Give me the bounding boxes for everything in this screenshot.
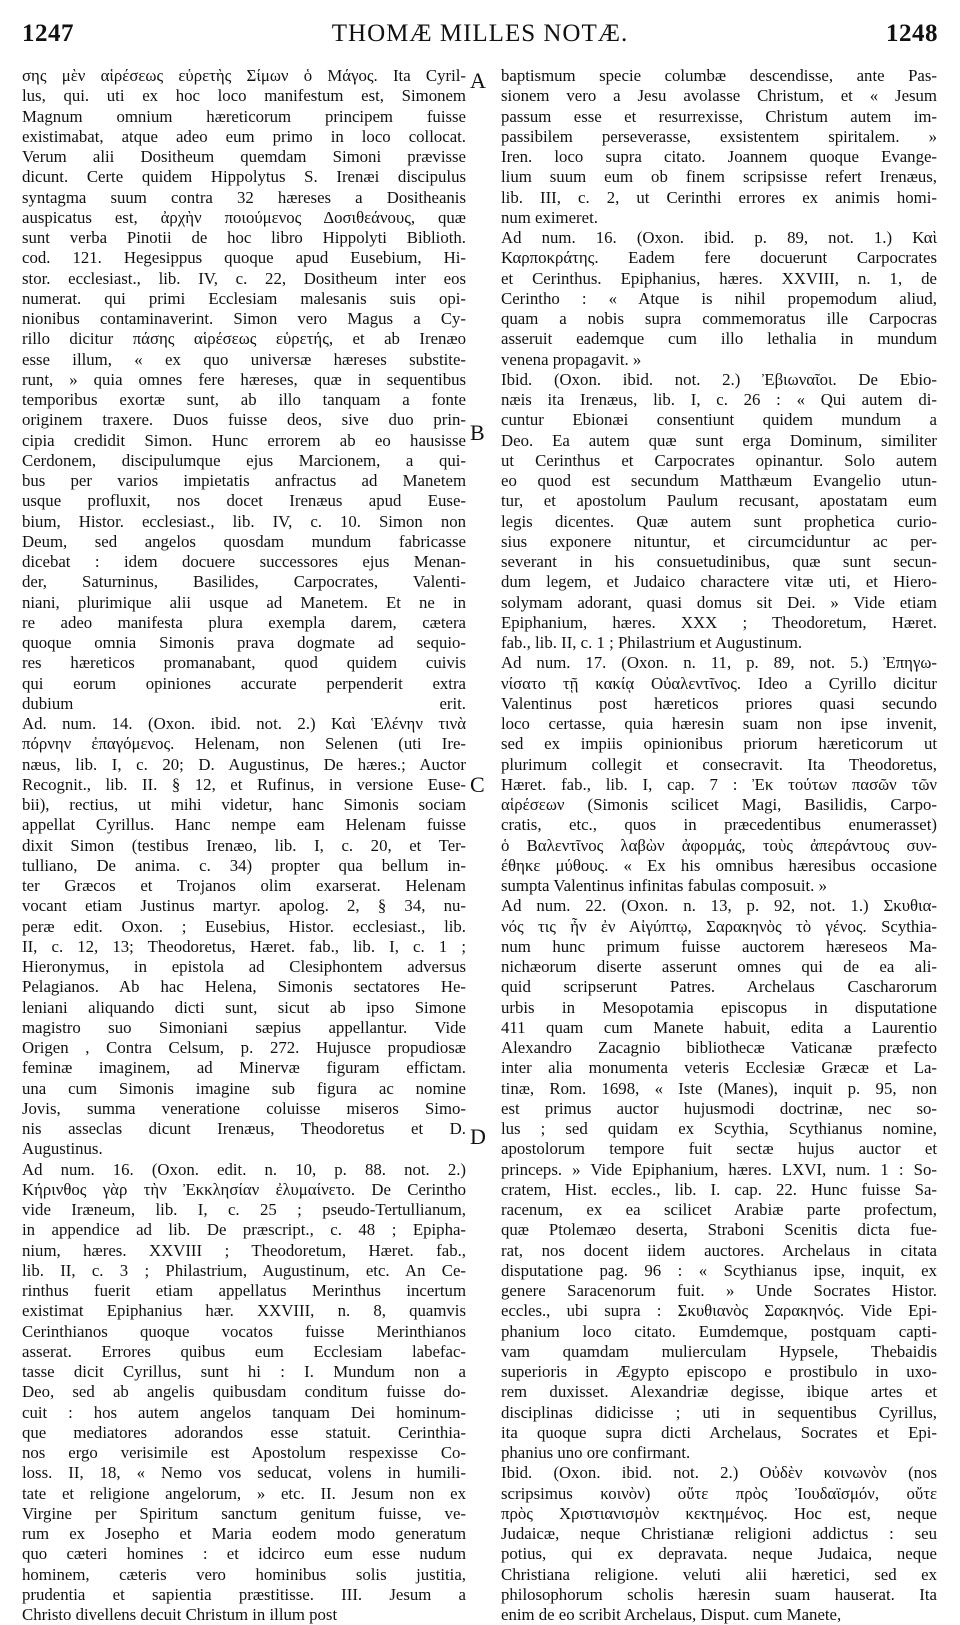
text-line: Recognit., lib. II. § 12, et Rufinus, in versione Euse-	[22, 774, 466, 794]
text-line: phanius uno ore confirmant.	[501, 1443, 691, 1462]
text-line: asseruit eademque cum illo lethalia in mundum	[501, 329, 937, 349]
margin-letter-d: D	[470, 1124, 486, 1149]
text-line: superioris in Ægypto episcopo e prostibulo in uxo-	[501, 1362, 937, 1381]
text-line: nium, hæres. XXVIII ; Theodoretum, Hæret. fab.,	[22, 1240, 466, 1260]
text-line: sionem vero a Jesu avolasse Christum, et « Jesum	[501, 86, 937, 106]
text-line: severant in his consuetudinibus, quæ sunt secun-	[501, 552, 937, 571]
text-line: vocant etiam Justinus martyr. apolog. 2, § 34, nu-	[22, 896, 466, 916]
page-header	[22, 20, 938, 56]
text-line: Valentinus post hæreticos priores quasi secundo	[501, 693, 937, 713]
margin-letter-b: B	[470, 420, 485, 445]
text-line: eccles., ubi supra : Σκυθιανὸς Σαρακηνός. Vide Epi-	[501, 1301, 937, 1321]
text-line: Deum, sed angelos quosdam mundum fabricasse	[22, 531, 466, 551]
text-line: bii), rectius, ut mihi videtur, hanc Simonis sociam	[22, 795, 466, 814]
text-line: sius exponere nituntur, et circumciduntur ac per-	[501, 531, 937, 551]
text-line: phanium loco citato. Eumdemque, postquam capti-	[501, 1321, 937, 1341]
text-line: disputatione pag. 96 : « Scythianus ipse, inquit, ex	[501, 1260, 937, 1280]
left-page-number: 1247	[22, 20, 74, 47]
text-line: dicebat : idem docuere successores ejus Menan-	[22, 552, 466, 571]
text-line: έθηκε μύθους. « Ex his omnibus hæresibus occasione	[501, 855, 937, 875]
text-line: lib. III, c. 2, ut Cerinthi errores ex animis homi-	[501, 187, 937, 207]
text-line: scripsimus κοινὸν) οὔτε πρὸς Ἰουδαϊσμόν, οὔτε	[501, 1483, 937, 1503]
text-line: rat, nos docent iidem auctores. Archelaus in citata	[501, 1240, 937, 1260]
text-line: Cerintho : « Atque is nihil propemodum aliud,	[501, 288, 937, 308]
text-line: cuntur Ebionæi consentiunt quidem mundum a	[501, 410, 937, 430]
text-line: racenum, ex ea scilicet Arabiæ parte profectum,	[501, 1200, 937, 1219]
text-line: tasse dicit Cyrillus, sunt hi : I. Mundum non a	[22, 1362, 466, 1381]
text-line: Ad num. 22. (Oxon. n. 13, p. 92, not. 1.) Σκυθια-	[501, 896, 937, 916]
text-line: num hunc primum fuisse auctorem hæreseos Ma-	[501, 936, 937, 956]
text-line: passum esse et resurrexisse, Christum autem im-	[501, 106, 937, 126]
text-line: Κήρινθος γὰρ τὴν Ἐκκλησίαν ἐλυμαίνετο. De Cerintho	[22, 1179, 466, 1199]
text-line: rum ex Josepho et Maria eodem modo generatum	[22, 1524, 466, 1543]
text-line: existimat Epiphanius hær. XXVIII, n. 8, quamvis	[22, 1301, 466, 1321]
text-line: originem traxere. Duos fuisse deos, sive duo prin-	[22, 410, 466, 430]
text-line: magistro suo Simoniani sæpius appellantur. Vide	[22, 1017, 466, 1037]
text-line: ὁ Βαλεντῖνος λαβὼν ἀφορμάς, τοὺς ἀπεράντους συν-	[501, 835, 937, 855]
text-line: nichæorum diserte asserunt omnes qui de ea ali-	[501, 957, 937, 976]
text-line: runt, » quia omnes fere hæreses, quæ in sequentibus	[22, 369, 466, 389]
text-line: fab., lib. II, c. 1 ; Philastrium et Augustinum.	[501, 633, 803, 652]
text-line: tinæ, Rom. 1698, « Iste (Manes), inquit p. 95, non	[501, 1078, 937, 1098]
text-line: Alexandro Zacagnio bibliothecæ Vaticanæ præfecto	[501, 1038, 937, 1057]
text-line: Cerinthianos quoque vocatos fuisse Merinthianos	[22, 1321, 466, 1341]
text-line: πρὸς Χριστιανισμὸν κεκτημένος. Hoc est, neque	[501, 1503, 937, 1523]
text-line: genere Saracenorum fuit. » Unde Socrates Histor.	[501, 1281, 937, 1300]
text-line: dixit Simon (testibus Irenæo, lib. I, c. 20, et Ter-	[22, 835, 466, 855]
text-line: loss. II, 18, « Nemo vos seducat, volens in humili-	[22, 1463, 466, 1483]
text-line: lium suum eum ob finem scripsisse refert Irenæus,	[501, 167, 937, 187]
text-line: prudentia et sapientia præstitisse. III. Jesum a	[22, 1584, 466, 1604]
text-line: auspicatus est, ἀρχὴν ποιούμενος Δοσιθεάνους, quæ	[22, 207, 466, 227]
text-line: næus, lib. I, c. 20; D. Augustinus, De hæres.; Auctor	[22, 754, 466, 774]
margin-letter-c: C	[470, 772, 485, 797]
text-line: venena propagavit. »	[501, 349, 642, 369]
text-line: rillo dicitur πάσης αἱρέσεως εὑρετής, et ab Irenæo	[22, 329, 466, 349]
text-line: πόρνην ἐπαγόμενος. Helenam, non Selenen (uti Ire-	[22, 734, 466, 754]
text-line: Christiana religione. veluti alii hæretici, sed ex	[501, 1564, 937, 1584]
text-line: hominem, cæteris vero hominibus solis justitia,	[22, 1564, 466, 1584]
margin-letter-a: A	[470, 68, 486, 93]
text-line: est primus auctor hujusmodi doctrinæ, nec so-	[501, 1098, 937, 1118]
text-line: quoque omnia Simonis prava dogmate ad sequio-	[22, 633, 466, 652]
text-line: quo cæteri homines : et idcirco eum esse nudum	[22, 1544, 466, 1564]
text-line: urbis in Mesopotamia episcopus in disputatione	[501, 997, 937, 1017]
text-line: nionibus contaminaverint. Simon vero Magus a Cy-	[22, 309, 466, 328]
text-line: que mediatores adorandos esse statuit. Cerinthia-	[22, 1422, 466, 1442]
text-line: Ibid. (Oxon. ibid. not. 2.) Οὐδὲν κοινωνὸν (nos	[501, 1463, 937, 1483]
text-line: una cum Simonis imagine sub figura ac nomine	[22, 1078, 466, 1098]
text-line: Christo divellens decuit Christum in illum post	[22, 1605, 338, 1624]
text-line: inter alia monumenta veteris Ecclesiæ Græcæ et La-	[501, 1058, 937, 1078]
text-line: leniani aliquando dicti sunt, sicut ab ipso Simone	[22, 997, 466, 1017]
text-line: ut Cerinthus et Carpocrates opinantur. Solo autem	[501, 450, 937, 470]
text-line: Hieronymus, in epistola ad Clesiphontem adversus	[22, 957, 466, 976]
text-line: lus, qui. uti ex hoc loco manifestum est, Simonem	[22, 86, 466, 106]
text-line: Epiphanium, hæres. XXX ; Theodoretum, Hæret.	[501, 612, 937, 632]
text-line: eo quod est secundum Matthæum Evangelio utun-	[501, 471, 937, 490]
text-line: enim de eo scribit Archelaus, Disput. cum Manete,	[501, 1605, 842, 1624]
text-line: ter Græcos et Trojanos olim exarserat. Helenam	[22, 876, 466, 895]
text-line: dicunt. Certe quidem Hippolytus S. Irenæi discipulus	[22, 167, 466, 187]
text-line: vam quamdam mulierculam Hypsele, Thebaidis	[501, 1341, 937, 1361]
text-line: 411 quam cum Manete habuit, edita a Laurentio	[501, 1017, 937, 1037]
text-line: peræ edit. Oxon. ; Eusebius, Histor. ecclesiast., lib.	[22, 916, 466, 936]
text-line: plurimum collegit et consecravit. Ita Theodoretus,	[501, 754, 937, 774]
text-line: Iren. loco supra citato. Joannem quoque Evange-	[501, 147, 937, 166]
right-column	[501, 66, 937, 1625]
text-line: cuit : hos autem angelos tanquam Dei hominum-	[22, 1402, 466, 1422]
text-line: quid scripserunt Patres. Archelaus Cascharorum	[501, 977, 937, 997]
text-line: quam a nobis supra commemoratus ille Carpocras	[501, 309, 937, 328]
text-line: Ad num. 16. (Oxon. ibid. p. 89, not. 1.) Καὶ	[501, 228, 937, 247]
text-line: sunt verba Pinotii de hoc libro Hippolyti Biblioth.	[22, 228, 466, 247]
text-line: qui eorum opiniones accurate perpenderit extra	[22, 673, 466, 693]
text-line: solymam adorant, quasi domus sit Dei. » Vide etiam	[501, 592, 937, 612]
text-line: næis ita Irenæus, lib. I, c. 26 : « Qui autem di-	[501, 390, 937, 409]
text-line: νός τις ἦν ἐν Αἰγύπτῳ, Σαρακηνὸς τὸ γένος. Scythia-	[501, 916, 937, 936]
text-line: lus ; sed quidam ex Scythia, Scythianus nomine,	[501, 1119, 937, 1138]
text-line: dubium erit.	[22, 693, 466, 713]
text-line: Pelagianos. Ab hac Helena, Simonis sectatores He-	[22, 977, 466, 997]
text-line: numerat. qui primi Ecclesiam malesanis suis opi-	[22, 288, 466, 308]
text-line: Hæret. fab., lib. I, cap. 7 : Ἐκ τούτων πασῶν τῶν	[501, 774, 937, 794]
text-line: cratem, Hist. eccles., lib. I. cap. 22. Hunc fuisse Sa-	[501, 1179, 937, 1199]
text-line: rinthus fuerit etiam appellatus Merinthus incertum	[22, 1281, 466, 1300]
text-line: feminæ imaginem, ad Minervæ figuram effictam.	[22, 1058, 466, 1078]
text-line: II, c. 12, 13; Theodoretus, Hæret. fab., lib. I, c. 1 ;	[22, 936, 466, 956]
text-line: Ad num. 17. (Oxon. n. 11, p. 89, not. 5.) Ἐπηγω-	[501, 653, 937, 673]
running-title: THOMÆ MILLES NOTÆ.	[331, 20, 629, 47]
text-line: baptismum specie columbæ descendisse, ante Pas-	[501, 66, 937, 85]
text-line: dum legem, et Judaico charactere vitæ uti, et Hiero-	[501, 572, 937, 592]
text-line: existimabat, atque adeo eum primo in loco collocat.	[22, 126, 466, 146]
text-line: lib. II, c. 3 ; Philastrium, Augustinum, etc. An Ce-	[22, 1260, 466, 1280]
text-line: nos ergo verisimile est Apostolum respexisse Co-	[22, 1443, 466, 1462]
text-line: Deo. Ea autem quæ sunt erga Dominum, similiter	[501, 430, 937, 450]
text-line: Ad num. 16. (Oxon. edit. n. 10, p. 88. not. 2.)	[22, 1159, 466, 1179]
text-line: Jovis, summa veneratione coluisse miseros Simo-	[22, 1098, 466, 1118]
text-line: niani, plurimique alii usque ad Manetem. Et ne in	[22, 592, 466, 612]
text-line: Virgine per Spiritum sanctum genitum fuisse, ve-	[22, 1503, 466, 1523]
text-line: Origen , Contra Celsum, p. 272. Hujusce propudiosæ	[22, 1038, 466, 1057]
left-column	[22, 66, 466, 1625]
text-line: σης μὲν αἱρέσεως εὑρετὴς Σίμων ὁ Μάγος. Ita Cyril-	[22, 66, 466, 85]
text-line: Verum alii Dositheum quemdam Simoni prævisse	[22, 147, 466, 166]
text-line: legis dicentes. Quæ autem sunt prophetica curio-	[501, 511, 937, 531]
text-line: vide Iræneum, lib. I, c. 25 ; pseudo-Tertullianum,	[22, 1200, 466, 1219]
text-line: rem duxisset. Alexandriæ degisse, ibique artes et	[501, 1382, 937, 1402]
text-line: num eximeret.	[501, 207, 598, 227]
text-line: ita quoque supra dicti Archelaus, Socrates et Epi-	[501, 1422, 937, 1442]
text-line: res hæreticos promanabant, quod quidem cuivis	[22, 653, 466, 673]
text-line: appellat Cyrillus. Hanc nempe eam Helenam fuisse	[22, 815, 466, 835]
text-line: in appendice ad lib. De præscript., c. 48 ; Epipha-	[22, 1220, 466, 1240]
text-line: passibilem perseverasse, exsistentem spiritalem. »	[501, 126, 937, 146]
text-line: asserat. Errores quibus eum Ecclesiam labefac-	[22, 1341, 466, 1361]
text-line: usque profluxit, nos docet Irenæus apud Euse-	[22, 491, 466, 511]
text-line: disciplinas didicisse ; uti in sequentibus Cyrillus,	[501, 1402, 937, 1422]
text-line: re adeo manifesta plura exempla darem, cætera	[22, 612, 466, 632]
text-line: et Cerinthus. Epiphanius, hæres. XXVIII, n. 1, de	[501, 268, 937, 288]
text-line: syntagma suum contra 32 hæreses a Dositheanis	[22, 187, 466, 207]
text-line: loco certasse, quia hæresin suam non ipse invenit,	[501, 714, 937, 733]
text-line: tate et religione angelorum, » etc. II. Jesum non ex	[22, 1483, 466, 1503]
text-line: nis asseclas dicunt Irenæus, Theodoretus et D.	[22, 1119, 466, 1138]
text-line: Ibid. (Oxon. ibid. not. 2.) Ἐβιωναῖοι. De Ebio-	[501, 369, 937, 389]
text-line: sed ex impiis opinionibus priorum hæreticorum ut	[501, 734, 937, 754]
text-line: Augustinus.	[22, 1139, 103, 1159]
text-line: princeps. » Vide Epiphanium, hæres. LXVI, num. 1 : So-	[501, 1159, 937, 1179]
text-line: bium, Histor. ecclesiast., lib. IV, c. 10. Simon non	[22, 511, 466, 531]
text-line: Ad. num. 14. (Oxon. ibid. not. 2.) Καὶ Ἑλένην τινὰ	[22, 714, 466, 733]
text-line: cratis, etc., quos in præcedentibus enumerasset)	[501, 815, 937, 835]
text-line: philosophorum scholis hæresin suam hauserat. Ita	[501, 1584, 937, 1604]
text-line: Deo, sed ab angelis quibusdam conditum fuisse do-	[22, 1382, 466, 1402]
text-line: cod. 121. Hegesippus quoque apud Eusebium, Hi-	[22, 248, 466, 268]
text-line: der, Saturninus, Basilides, Carpocrates, Valenti-	[22, 572, 466, 592]
text-line: temporibus exortæ sunt, ab illo tanquam a fonte	[22, 390, 466, 409]
text-line: Cerdonem, discipulumque ejus Marcionem, a qui-	[22, 450, 466, 470]
text-line: tulliano, De anima. c. 34) propter qua bellum in-	[22, 855, 466, 875]
text-line: αἱρέσεων (Simonis scilicet Magi, Basilidis, Carpo-	[501, 795, 937, 814]
text-line: Judaicæ, neque Christianæ religioni addictus : seu	[501, 1524, 937, 1543]
text-line: tur, et apostolum Paulum recusant, apostatam eum	[501, 491, 937, 511]
text-line: sumpta Valentinus infinitas fabulas composuit. »	[501, 876, 827, 895]
text-line: cipia credidit Simon. Hunc errorem ab eo hausisse	[22, 430, 466, 450]
text-line: bus per varios impietatis anfractus ad Manetem	[22, 471, 466, 490]
text-line: apostolorum tempore fuit sectæ hujus auctor et	[501, 1139, 937, 1159]
text-line: νίσατο τῇ κακίᾳ Οὐαλεντῖνος. Ideo a Cyrillo dicitur	[501, 673, 937, 693]
text-line: stor. ecclesiast., lib. IV, c. 22, Dositheum inter eos	[22, 268, 466, 288]
text-line: esse illum, « ex quo universæ hæreses substite-	[22, 349, 466, 369]
text-line: Magnum omnium hæreticorum principem fuisse	[22, 106, 466, 126]
text-line: potius, qui ex depravata. neque Judaica, neque	[501, 1544, 937, 1564]
text-line: Καρποκράτης. Eadem fere docuerunt Carpocrates	[501, 248, 937, 268]
right-page-number: 1248	[886, 20, 938, 47]
text-line: quæ Ptolemæo deserta, Straboni Scenitis dicta fue-	[501, 1220, 937, 1240]
